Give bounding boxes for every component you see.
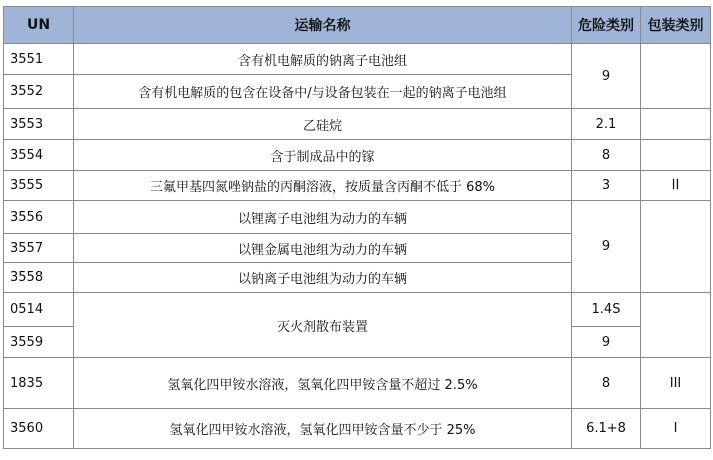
un-number: 3554 <box>4 140 74 171</box>
header-packing-group: 包装类别 <box>641 7 711 44</box>
transport-name: 灭火剂散布装置 <box>74 293 572 358</box>
table-header-row <box>4 7 711 44</box>
transport-name: 含有机电解质的包含在设备中/与设备包装在一起的钠离子电池组 <box>74 75 572 109</box>
hazard-class: 9 <box>572 327 641 358</box>
hazard-class: 6.1+8 <box>572 409 641 449</box>
table-row <box>4 109 711 140</box>
transport-name: 含于制成品中的镓 <box>74 140 572 171</box>
transport-name: 氢氧化四甲铵水溶液，氢氧化四甲铵含量不超过 2.5% <box>74 358 572 409</box>
hazard-class: 9 <box>572 44 641 109</box>
packing-group-empty <box>641 140 711 171</box>
header-transport-name: 运输名称 <box>74 7 572 44</box>
hazard-class: 8 <box>572 140 641 171</box>
hazard-class: 3 <box>572 171 641 201</box>
hazard-class: 9 <box>572 201 641 293</box>
packing-group: II <box>641 171 711 201</box>
hazard-class: 1.4S <box>572 293 641 327</box>
header-un: UN <box>4 7 74 44</box>
hazard-class: 2.1 <box>572 109 641 140</box>
un-number: 1835 <box>4 358 74 409</box>
un-number: 3558 <box>4 263 74 293</box>
packing-group: I <box>641 409 711 449</box>
table-row <box>4 201 711 234</box>
packing-group-empty <box>641 201 711 293</box>
table-row <box>4 293 711 327</box>
table-row <box>4 44 711 75</box>
header-hazard-class: 危险类别 <box>572 7 641 44</box>
un-number: 3559 <box>4 327 74 358</box>
un-number: 3552 <box>4 75 74 109</box>
packing-group: III <box>641 358 711 409</box>
dangerous-goods-table <box>3 6 711 449</box>
transport-name: 乙硅烷 <box>74 109 572 140</box>
un-number: 3556 <box>4 201 74 234</box>
un-number: 3560 <box>4 409 74 449</box>
transport-name: 氢氧化四甲铵水溶液，氢氧化四甲铵含量不少于 25% <box>74 409 572 449</box>
un-number: 3553 <box>4 109 74 140</box>
table-row <box>4 358 711 409</box>
packing-group-empty <box>641 109 711 140</box>
transport-name: 以钠离子电池组为动力的车辆 <box>74 263 572 293</box>
transport-name: 三氟甲基四氮唑钠盐的丙酮溶液，按质量含丙酮不低于 68% <box>74 171 572 201</box>
un-number: 3551 <box>4 44 74 75</box>
table-row <box>4 409 711 449</box>
table-row <box>4 171 711 201</box>
transport-name: 以锂离子电池组为动力的车辆 <box>74 201 572 234</box>
table-row <box>4 140 711 171</box>
packing-group-empty <box>641 44 711 109</box>
hazard-class: 8 <box>572 358 641 409</box>
transport-name: 含有机电解质的钠离子电池组 <box>74 44 572 75</box>
un-number: 3557 <box>4 234 74 263</box>
un-number: 3555 <box>4 171 74 201</box>
un-number: 0514 <box>4 293 74 327</box>
packing-group-empty <box>641 293 711 358</box>
transport-name: 以锂金属电池组为动力的车辆 <box>74 234 572 263</box>
